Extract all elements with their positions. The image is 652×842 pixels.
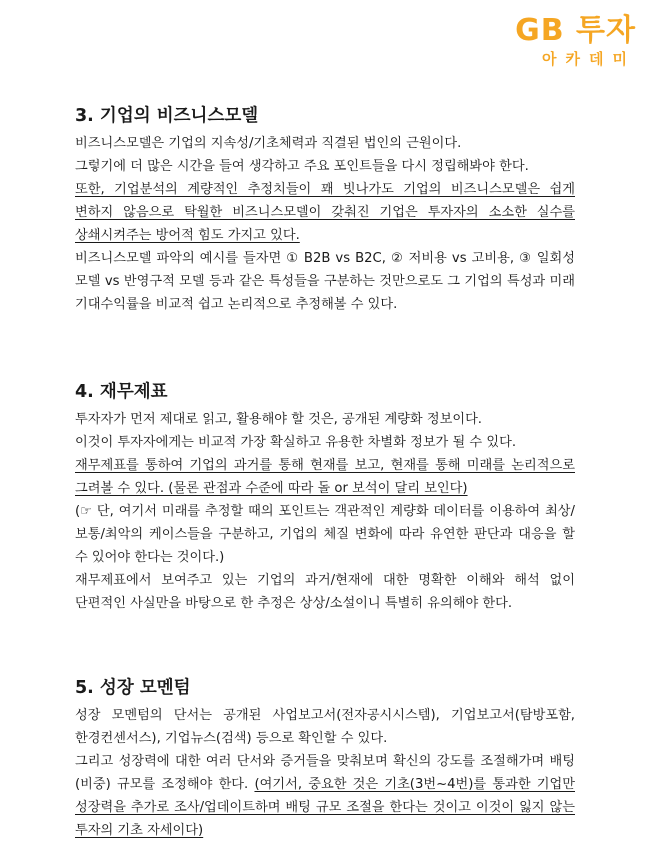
section-financial-statements <box>75 380 575 615</box>
underlined-text: (여기서, 중요한 것은 기초(3번~4번)를 통과한 기업만 성장력을 추가로 조사/업데이트하며 배팅 규모 조절을 한다는 것이고 이것이 잃지 않는 투자의 기초 자세이다) <box>75 777 575 838</box>
logo-sub-text: 아카데미 <box>542 50 636 68</box>
section-heading: 3. 기업의 비즈니스모델 <box>75 106 259 126</box>
paragraph: 그렇기에 더 많은 시간을 들여 생각하고 주요 포인트들을 다시 정립해봐야 한다. <box>75 159 529 174</box>
section-heading: 4. 재무제표 <box>75 382 168 402</box>
paragraph: (☞ 단, 여기서 미래를 추정할 때의 포인트는 객관적인 계량화 데이터를 이용하여 최상/보통/최악의 케이스들을 구분하고, 기업의 체질 변화에 따라 유연한 판단과 대응을 할 수 있어야 한다는 것이다.) <box>75 504 575 565</box>
logo-main-text: GB 투자 <box>515 13 636 48</box>
paragraph: 재무제표에서 보여주고 있는 기업의 과거/현재에 대한 명확한 이해와 해석 없이 단편적인 사실만을 바탕으로 한 추정은 상상/소설이니 특별히 유의해야 한다. <box>75 573 575 611</box>
paragraph: 그리고 성장력에 대한 여러 단서와 증거들을 맞춰보며 확신의 강도를 조절해가며 배팅(비중) 규모를 조정해야 한다. (여기서, 중요한 것은 기초(3번~4번)를 통과한 기업만 성장력을 추가로 조사/업데이트하며 배팅 규모 조절을 한다는 것이고 이것이 잃지 않는 투자의 기초 자세이다) <box>75 754 575 838</box>
paragraph: 투자자가 먼저 제대로 읽고, 활용해야 할 것은, 공개된 계량화 정보이다. <box>75 412 482 427</box>
paragraph: 성장 모멘텀의 단서는 공개된 사업보고서(전자공시시스템), 기업보고서(탐방포함, 한경컨센서스), 기업뉴스(검색) 등으로 확인할 수 있다. <box>75 708 575 746</box>
paragraph <box>75 178 575 247</box>
section-business-model <box>75 104 575 316</box>
paragraph <box>75 454 575 500</box>
section-growth-momentum <box>75 676 575 842</box>
paragraph: 비즈니스모델 파악의 예시를 들자면 ① B2B vs B2C, ② 저비용 vs 고비용, ③ 일회성 모델 vs 반영구적 모델 등과 같은 특성들을 구분하는 것만으로도 그 기업의 특성과 미래 기대수익률을 비교적 쉽고 논리적으로 추정해볼 수 있다. <box>75 251 575 312</box>
logo <box>515 14 636 68</box>
section-heading: 5. 성장 모멘텀 <box>75 678 191 698</box>
paragraph: 비즈니스모델은 기업의 지속성/기초체력과 직결된 법인의 근원이다. <box>75 136 462 151</box>
underlined-text: 재무제표를 통하여 기업의 과거를 통해 현재를 보고, 현재를 통해 미래를 논리적으로 그려볼 수 있다. (물론 관점과 수준에 따라 돌 or 보석이 달리 보인다) <box>75 458 575 496</box>
underlined-text: 또한, 기업분석의 계량적인 추정치들이 꽤 빗나가도 기업의 비즈니스모델은 쉽게 변하지 않음으로 탁월한 비즈니스모델이 갖춰진 기업은 투자자의 소소한 실수를 상쇄시켜주는 방어적 힘도 가지고 있다. <box>75 182 575 243</box>
paragraph: 이것이 투자자에게는 비교적 가장 확실하고 유용한 차별화 정보가 될 수 있다. <box>75 435 517 450</box>
